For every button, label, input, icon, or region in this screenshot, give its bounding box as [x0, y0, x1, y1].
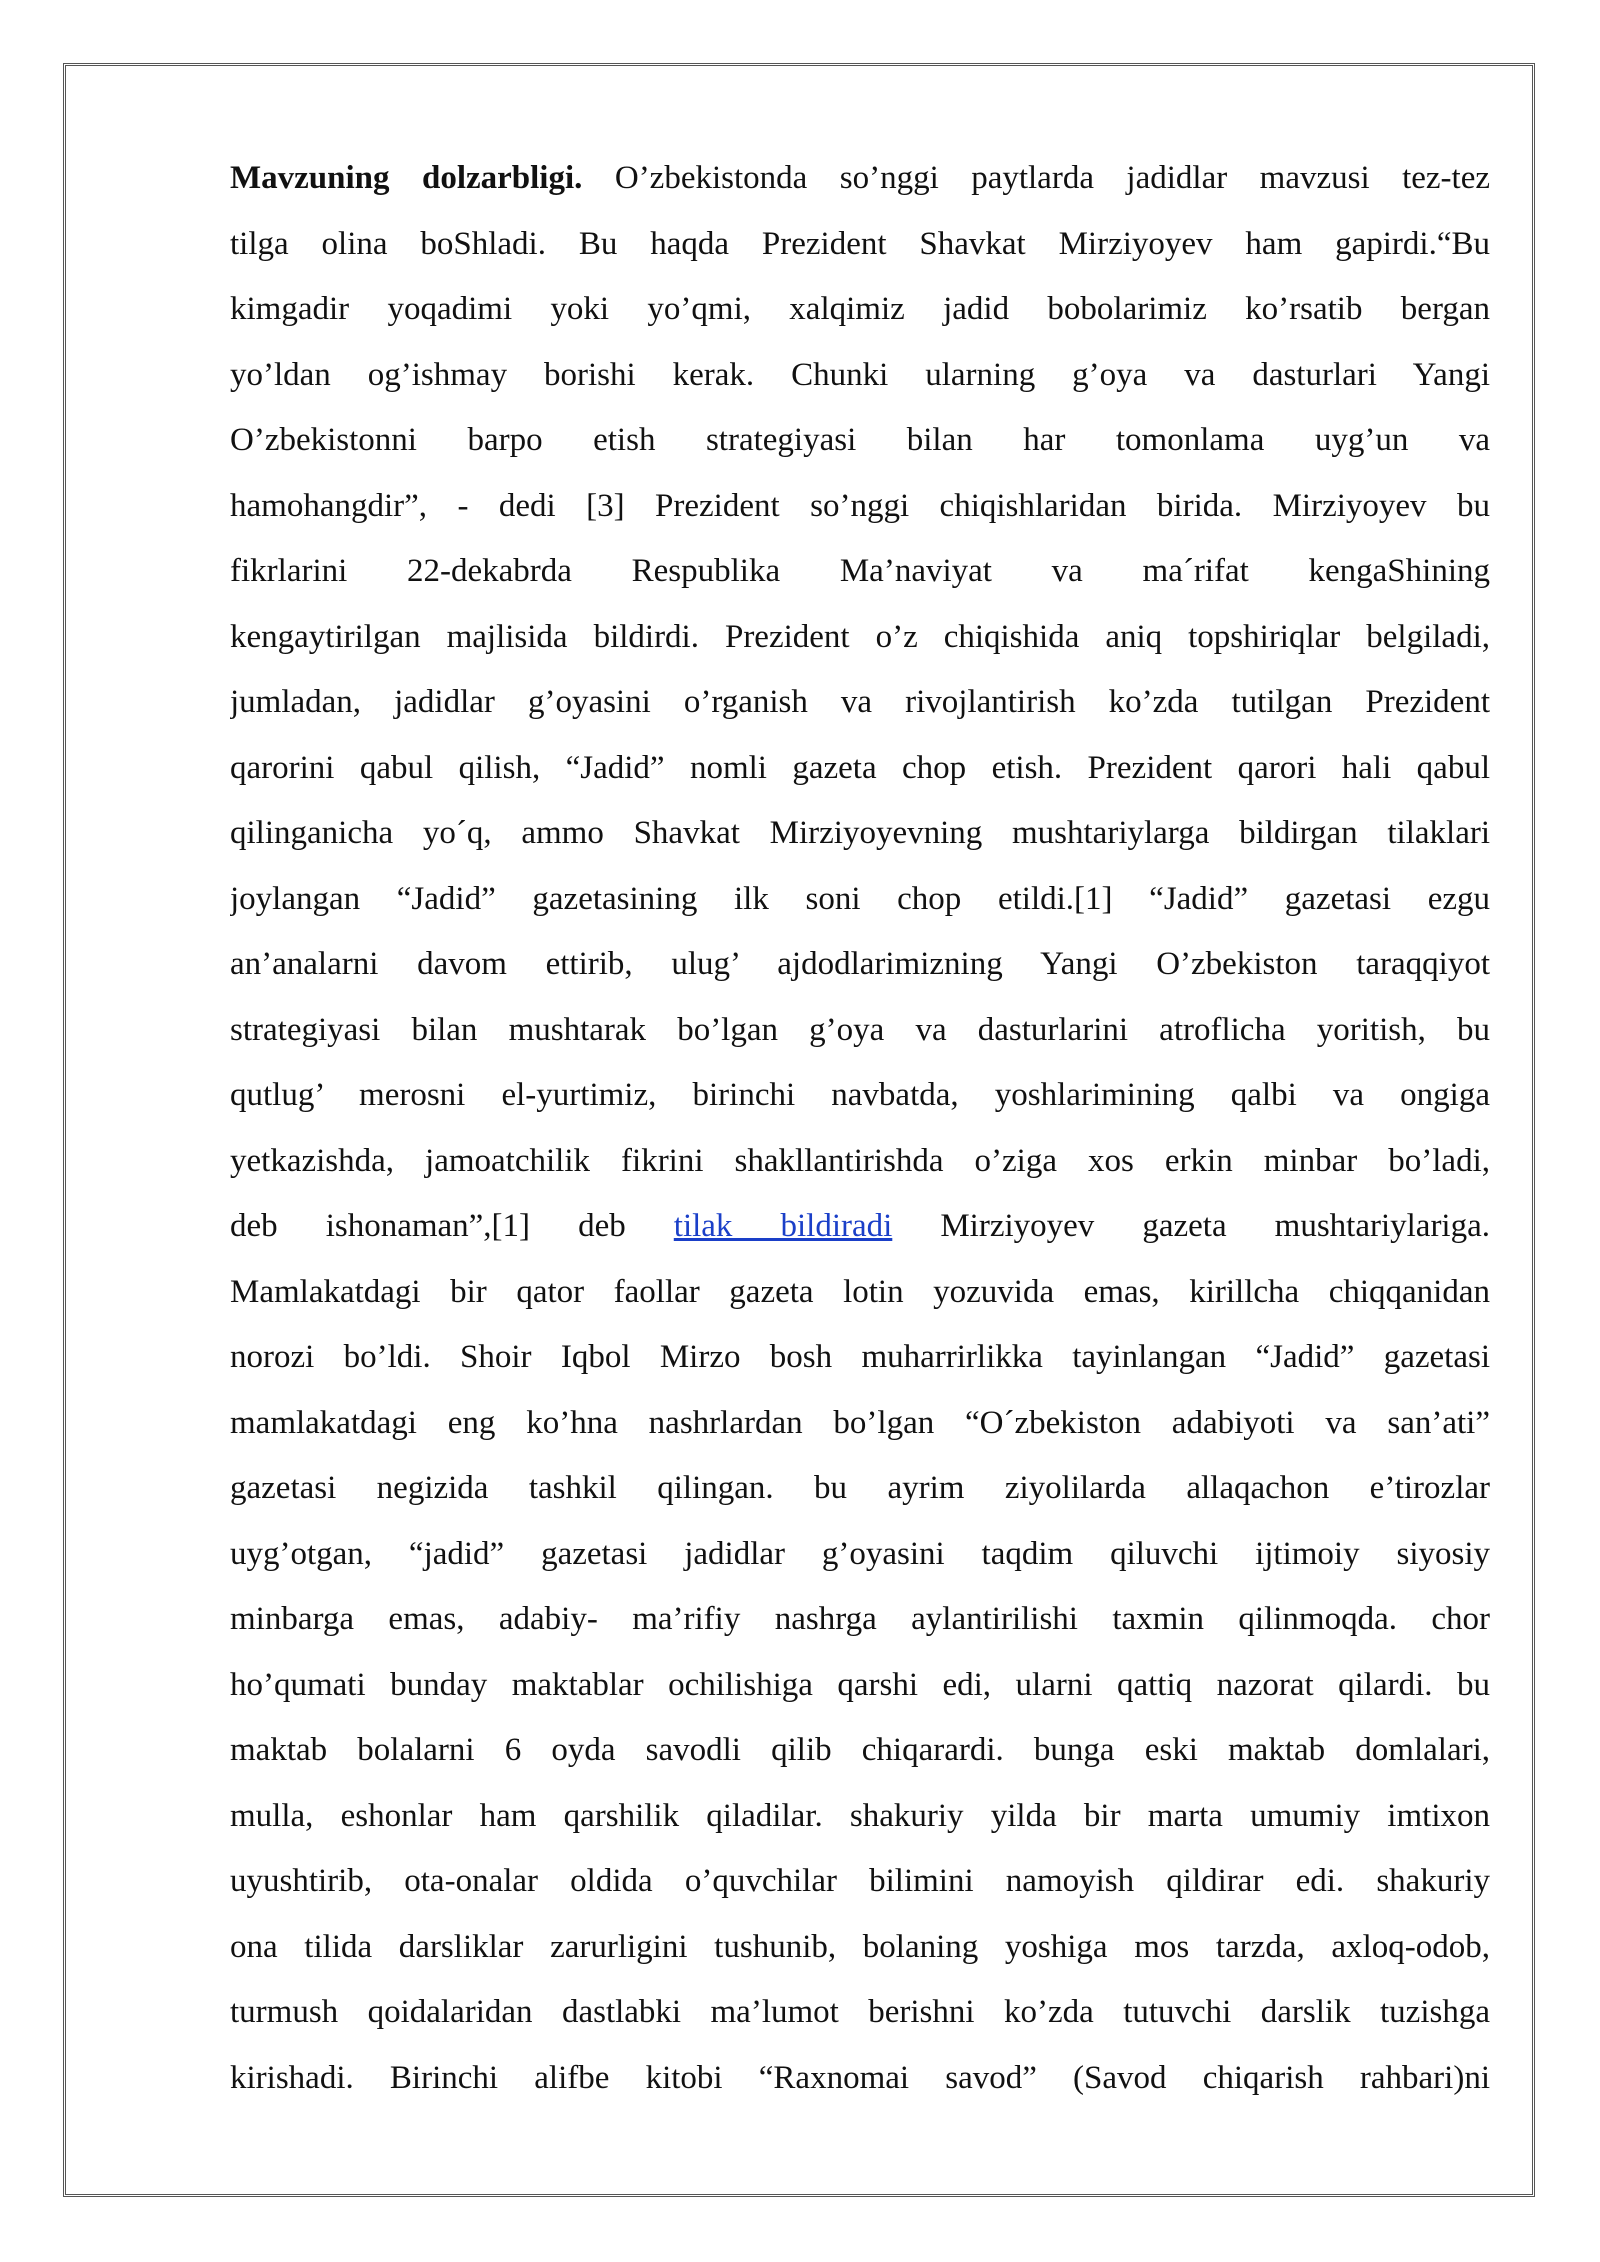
- text-line: strategiyasi bilan mushtarak bo’lgan g’oya va dasturlarini atroflicha yoritish, bu: [230, 1011, 1490, 1048]
- text-line: ona tilida darsliklar zarurligini tushunib, bolaning yoshiga mos tarzda, axloq-odob,: [230, 1928, 1490, 1965]
- text-line: tilga olina boShladi. Bu haqda Prezident Shavkat Mirziyoyev ham gapirdi.“Bu: [230, 225, 1490, 262]
- text-line: norozi bo’ldi. Shoir Iqbol Mirzo bosh muharrirlikka tayinlangan “Jadid” gazetasi: [230, 1339, 1490, 1375]
- text-line: fikrlarini 22-dekabrda Respublika Ma’naviyat va ma´rifat kengaShining: [230, 553, 1490, 589]
- text-line: minbarga emas, adabiy- ma’rifiy nashrga aylantirilishi taxmin qilinmoqda. chor: [230, 1601, 1490, 1637]
- text-line: yo’ldan og’ishmay borishi kerak. Chunki ularning g’oya va dasturlari Yangi: [230, 356, 1490, 393]
- text-line: uyg’otgan, “jadid” gazetasi jadidlar g’oyasini taqdim qiluvchi ijtimoiy siyosiy: [230, 1535, 1490, 1572]
- text-line: maktab bolalarni 6 oyda savodli qilib chiqarardi. bunga eski maktab domlalari,: [230, 1732, 1490, 1768]
- text-line: O’zbekistonni barpo etish strategiyasi bilan har tomonlama uyg’un va: [230, 422, 1490, 458]
- text-line: an’analarni davom ettirib, ulug’ ajdodlarimizning Yangi O’zbekiston taraqqiyot: [230, 946, 1490, 982]
- document-body: [230, 146, 1490, 2111]
- text-line: kimgadir yoqadimi yoki yo’qmi, xalqimiz jadid bobolarimiz ko’rsatib bergan: [230, 291, 1490, 327]
- text-line: kengaytirilgan majlisida bildirdi. Prezident o’z chiqishida aniq topshiriqlar belgiladi,: [230, 618, 1490, 655]
- text-line: qilinganicha yo´q, ammo Shavkat Mirziyoyevning mushtariylarga bildirgan tilaklari: [230, 815, 1490, 851]
- text-line: Mavzuning dolzarbligi. O’zbekistonda so’nggi paytlarda jadidlar mavzusi tez-tez: [230, 160, 1490, 196]
- text-line: ho’qumati bunday maktablar ochilishiga qarshi edi, ularni qattiq nazorat qilardi. bu: [230, 1666, 1490, 1703]
- text-line: jumladan, jadidlar g’oyasini o’rganish va rivojlantirish ko’zda tutilgan Prezident: [230, 684, 1490, 720]
- text-line: kirishadi. Birinchi alifbe kitobi “Raxnomai savod” (Savod chiqarish rahbari)ni: [230, 2059, 1490, 2096]
- text-line: mulla, eshonlar ham qarshilik qiladilar. shakuriy yilda bir marta umumiy imtixon: [230, 1797, 1490, 1834]
- text-line: uyushtirib, ota-onalar oldida o’quvchilar bilimini namoyish qildirar edi. shakuriy: [230, 1863, 1490, 1899]
- text-line: qutlug’ merosni el-yurtimiz, birinchi navbatda, yoshlarimining qalbi va ongiga: [230, 1077, 1490, 1113]
- text-line: yetkazishda, jamoatchilik fikrini shakllantirishda o’ziga xos erkin minbar bo’ladi,: [230, 1142, 1490, 1179]
- text-line: qarorini qabul qilish, “Jadid” nomli gazeta chop etish. Prezident qarori hali qabul: [230, 749, 1490, 786]
- text-line: joylangan “Jadid” gazetasining ilk soni chop etildi.[1] “Jadid” gazetasi ezgu: [230, 880, 1490, 917]
- text-line: gazetasi negizida tashkil qilingan. bu ayrim ziyolilarda allaqachon e’tirozlar: [230, 1470, 1490, 1506]
- text-line: Mamlakatdagi bir qator faollar gazeta lotin yozuvida emas, kirillcha chiqqanidan: [230, 1273, 1490, 1310]
- section-heading: Mavzuning dolzarbligi.: [230, 160, 583, 196]
- text-line: turmush qoidalaridan dastlabki ma’lumot berishni ko’zda tutuvchi darslik tuzishga: [230, 1994, 1490, 2030]
- text-line: deb ishonaman”,[1] deb tilak bildiradi Mirziyoyev gazeta mushtariylariga.: [230, 1208, 1490, 1244]
- tilak-bildiradi-link[interactable]: tilak bildiradi: [673, 1208, 893, 1244]
- text-line: hamohangdir”, - dedi [3] Prezident so’nggi chiqishlaridan birida. Mirziyoyev bu: [230, 487, 1490, 524]
- text-line: mamlakatdagi eng ko’hna nashrlardan bo’lgan “O´zbekiston adabiyoti va san’ati”: [230, 1404, 1490, 1441]
